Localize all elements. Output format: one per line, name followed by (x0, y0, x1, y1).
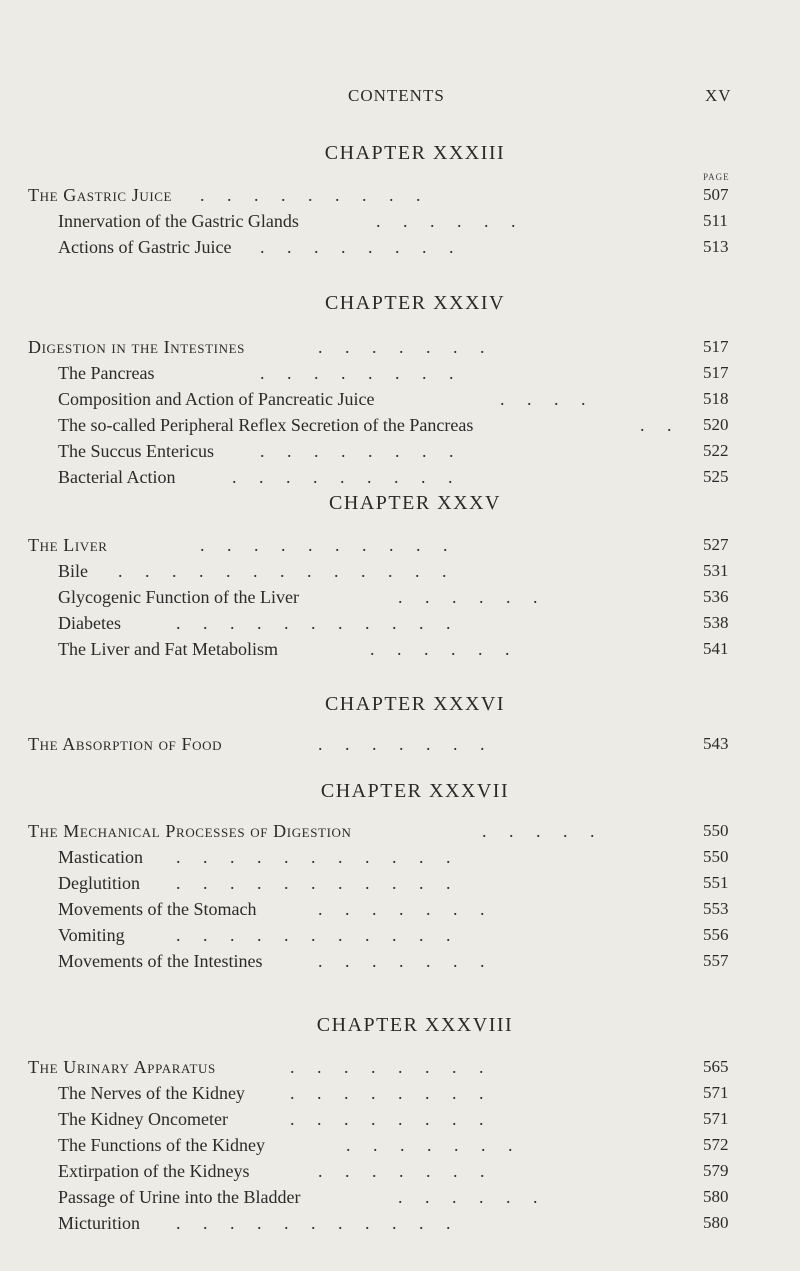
leader-dots: . . . . . . . . . . . . . (118, 561, 447, 581)
toc-entry[interactable] (0, 1184, 800, 1210)
entry-title: Bile (58, 561, 88, 581)
entry-page: 556 (703, 925, 729, 944)
leader-dots: . . . . . . . . (260, 363, 454, 383)
entry-page: 543 (703, 734, 729, 753)
leader-dots: . . . . . . . (318, 337, 485, 357)
toc-entry[interactable] (0, 438, 800, 464)
entry-page: 565 (703, 1057, 729, 1076)
toc-entry[interactable] (0, 558, 800, 584)
leader-dots: . . . . . . . . . . . (176, 925, 451, 945)
entry-page: 513 (703, 237, 729, 256)
leader-dots: . . . . . . . . (290, 1083, 484, 1103)
toc-entry[interactable] (0, 1106, 800, 1132)
toc-entry[interactable] (0, 922, 800, 948)
entry-page: 550 (703, 821, 729, 840)
entry-page: 579 (703, 1161, 729, 1180)
leader-dots: . . . . . . (370, 639, 510, 659)
chapter-heading: CHAPTER XXXVI (324, 693, 506, 715)
entry-title: Passage of Urine into the Bladder (58, 1187, 301, 1207)
leader-dots: . . . . . . . (318, 734, 485, 754)
leader-dots: . . . . . . . . (290, 1057, 484, 1077)
entry-title: Vomiting (58, 925, 125, 945)
chapter-heading: CHAPTER XXXVIII (316, 1014, 514, 1036)
entry-title: The Absorption of Food (28, 734, 223, 754)
page-column-label: PAGE (703, 172, 730, 182)
running-head-title: CONTENTS (348, 86, 445, 105)
entry-page: 520 (703, 415, 729, 434)
entry-title: The Nerves of the Kidney (58, 1083, 245, 1103)
entry-title: The Liver (28, 535, 108, 555)
chapter-38 (0, 1010, 800, 1233)
entry-title: The Urinary Apparatus (28, 1057, 216, 1077)
entry-page: 571 (703, 1109, 729, 1128)
toc-entry[interactable] (0, 360, 800, 386)
toc-entry[interactable] (0, 334, 800, 360)
entry-page: 538 (703, 613, 729, 632)
entry-title: Extirpation of the Kidneys (58, 1161, 250, 1181)
entry-title: Bacterial Action (58, 467, 176, 487)
leader-dots: . . . . (500, 389, 586, 409)
leader-dots: . . (640, 415, 672, 435)
leader-dots: . . . . . . . (346, 1135, 513, 1155)
entry-title: Deglutition (58, 873, 140, 893)
toc-entry[interactable] (0, 1132, 800, 1158)
entry-page: 511 (703, 211, 728, 230)
leader-dots: . . . . . . . . . (232, 467, 453, 487)
toc-entry[interactable] (0, 412, 800, 438)
entry-title: Movements of the Stomach (58, 899, 257, 919)
toc-entry[interactable] (0, 1158, 800, 1184)
leader-dots: . . . . . . . . (290, 1109, 484, 1129)
entry-title: Composition and Action of Pancreatic Juice (58, 389, 375, 409)
entry-page: 541 (703, 639, 729, 658)
entry-page: 517 (703, 363, 729, 382)
toc-entry[interactable] (0, 636, 800, 662)
entry-title: The Liver and Fat Metabolism (58, 639, 278, 659)
entry-title: The Kidney Oncometer (58, 1109, 228, 1129)
leader-dots: . . . . . . (398, 587, 538, 607)
chapter-34 (0, 288, 800, 487)
entry-title: Diabetes (58, 613, 121, 633)
chapter-heading: CHAPTER XXXIV (324, 292, 506, 314)
leader-dots: . . . . . . . . . . . (176, 847, 451, 867)
leader-dots: . . . . . . . (318, 899, 485, 919)
entry-title: The Pancreas (58, 363, 155, 383)
entry-page: 580 (703, 1187, 729, 1206)
entry-title: The Functions of the Kidney (58, 1135, 265, 1155)
toc-entry[interactable] (0, 948, 800, 974)
entry-page: 536 (703, 587, 729, 606)
entry-page: 550 (703, 847, 729, 866)
toc-entry[interactable] (0, 870, 800, 896)
entry-page: 572 (703, 1135, 729, 1154)
entry-title: The Mechanical Processes of Digestion (28, 821, 352, 841)
chapter-heading: CHAPTER XXXIII (324, 142, 506, 164)
leader-dots: . . . . . . . . . . . (176, 873, 451, 893)
entry-page: 518 (703, 389, 729, 408)
entry-title: Innervation of the Gastric Glands (58, 211, 299, 231)
toc-entry[interactable] (0, 844, 800, 870)
entry-title: The Gastric Juice (28, 185, 173, 205)
toc-entry[interactable] (0, 386, 800, 412)
entry-title: Movements of the Intestines (58, 951, 263, 971)
toc-entry[interactable] (0, 1080, 800, 1106)
toc-entry[interactable] (0, 1054, 800, 1080)
entry-title: Glycogenic Function of the Liver (58, 587, 299, 607)
toc-entry[interactable] (0, 182, 800, 208)
entry-page: 522 (703, 441, 729, 460)
entry-page: 557 (703, 951, 729, 970)
toc-entry[interactable] (0, 532, 800, 558)
chapter-33 (0, 138, 800, 257)
leader-dots: . . . . . . . . . (200, 185, 421, 205)
entry-page: 525 (703, 467, 729, 486)
chapter-heading: CHAPTER XXXV (329, 492, 501, 514)
entry-title: The so-called Peripheral Reflex Secretion of the Pancreas (58, 415, 474, 435)
toc-entry[interactable] (0, 610, 800, 636)
toc-entry[interactable] (0, 584, 800, 610)
entry-title: Digestion in the Intestines (28, 337, 245, 357)
entry-page: 531 (703, 561, 729, 580)
leader-dots: . . . . . . (398, 1187, 538, 1207)
entry-page: 553 (703, 899, 729, 918)
toc-entry[interactable] (0, 1210, 800, 1236)
running-head-page-number: XV (705, 86, 732, 105)
leader-dots: . . . . . . . . (260, 441, 454, 461)
toc-entry[interactable] (0, 234, 800, 260)
entry-title: The Succus Entericus (58, 441, 214, 461)
leader-dots: . . . . . (482, 821, 595, 841)
leader-dots: . . . . . . . (318, 951, 485, 971)
running-head (0, 86, 800, 116)
chapter-heading: CHAPTER XXXVII (320, 780, 510, 802)
entry-page: 517 (703, 337, 729, 356)
leader-dots: . . . . . . . . . . . (176, 613, 451, 633)
entry-page: 551 (703, 873, 729, 892)
leader-dots: . . . . . . (376, 211, 516, 231)
toc-entry[interactable] (0, 896, 800, 922)
toc-entry[interactable] (0, 818, 800, 844)
leader-dots: . . . . . . . (318, 1161, 485, 1181)
entry-page: 580 (703, 1213, 729, 1232)
leader-dots: . . . . . . . . . . (200, 535, 448, 555)
leader-dots: . . . . . . . . (260, 237, 454, 257)
chapter-36 (0, 689, 800, 754)
entry-title: Actions of Gastric Juice (58, 237, 232, 257)
entry-title: Mastication (58, 847, 143, 867)
chapter-35 (0, 488, 800, 659)
toc-entry[interactable] (0, 731, 800, 757)
leader-dots: . . . . . . . . . . . (176, 1213, 451, 1233)
entry-page: 527 (703, 535, 729, 554)
toc-entry[interactable] (0, 208, 800, 234)
entry-page: 507 (703, 185, 729, 204)
toc-entry[interactable] (0, 464, 800, 490)
entry-page: 571 (703, 1083, 729, 1102)
chapter-37 (0, 776, 800, 971)
entry-title: Micturition (58, 1213, 140, 1233)
